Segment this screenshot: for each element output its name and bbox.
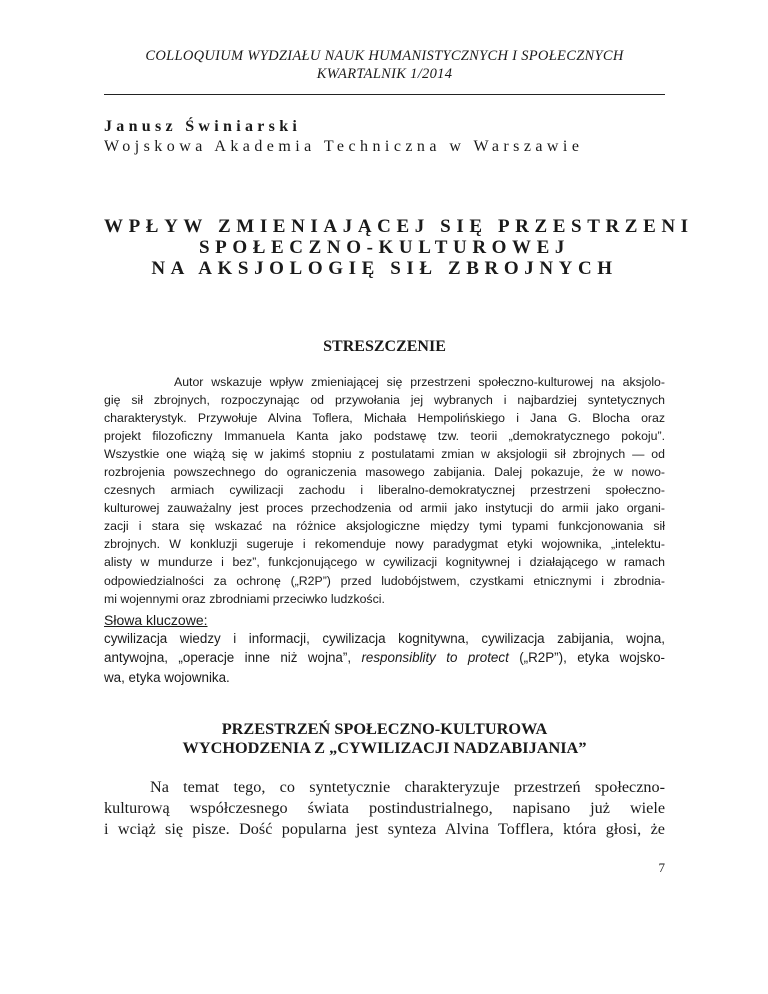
running-head	[104, 47, 665, 83]
journal-title: COLLOQUIUM WYDZIAŁU NAUK HUMANISTYCZNYCH I SPOŁECZNYCH	[145, 48, 624, 64]
paragraph-line: kulturową współczesnego świata postindustrialnego, napisano już wiele	[104, 799, 665, 817]
abstract-line: odpowiedzialności za ochronę („R2P”) przed ludobójstwem, czystkami etnicznymi i zbrodnia-	[104, 573, 665, 588]
paragraph-line: i wciąż się pisze. Dość popularna jest synteza Alvina Tofflera, która głosi, że	[104, 820, 665, 838]
journal-issue: KWARTALNIK 1/2014	[316, 66, 453, 82]
keywords-line: wa, etyka wojownika.	[104, 669, 230, 685]
author-affiliation: Wojskowa Akademia Techniczna w Warszawie	[104, 138, 584, 155]
page-number: 7	[658, 860, 665, 875]
keywords-list	[104, 629, 665, 687]
section-heading	[104, 719, 665, 757]
abstract-line: projekt filozoficzny Immanuela Kanta jako podstawę tzw. teorii „demokratycznego pokoju”.	[104, 429, 665, 444]
abstract-line: alisty w mundurze i bez”, funkcjonującego w cywilizacji kognitywnej i działającego w ramach	[104, 555, 665, 570]
title-line: WPŁYW ZMIENIAJĄCEJ SIĘ PRZESTRZENI	[104, 216, 694, 237]
body-paragraph	[104, 777, 665, 840]
keywords-label: Słowa kluczowe:	[104, 612, 208, 628]
header-rule	[104, 94, 665, 95]
abstract-line: zbrojnych. W konkluzji sugeruje i rekomenduje nowy paradygmat etyki wojownika, „intelektu-	[104, 537, 665, 552]
keywords-italic-term: responsiblity to protect	[361, 650, 509, 666]
keywords-line: cywilizacja wiedzy i informacji, cywilizacja kognitywna, cywilizacja zabijania, wojna,	[104, 631, 665, 646]
abstract-line: kulturowej zauważalny jest proces przechodzenia od armii jako instytucji do armii jako organi-	[104, 501, 665, 516]
title-line: NA AKSJOLOGIĘ SIŁ ZBROJNYCH	[151, 258, 618, 279]
section-heading-line: PRZESTRZEŃ SPOŁECZNO-KULTUROWA	[221, 719, 548, 738]
abstract-line: zacji i stara się wskazać na różnice aksjologiczne między tymi typami funkcjonowania sił	[104, 519, 665, 534]
keywords-text: antywojna, „operacje inne niż wojna”,	[104, 650, 362, 666]
paragraph-line: Na temat tego, co syntetycznie charakteryzuje przestrzeń społeczno-	[150, 778, 665, 796]
title-line: SPOŁECZNO-KULTUROWEJ	[198, 237, 570, 258]
author-name: Janusz Świniarski	[104, 118, 302, 135]
abstract-heading: STRESZCZENIE	[323, 338, 446, 355]
abstract-body	[104, 373, 665, 608]
keywords-text: („R2P”), etyka wojsko-	[508, 650, 665, 666]
abstract-line: czesnych armiach cywilizacji zachodu i liberalno-demokratycznej przestrzeni społeczno-	[104, 483, 665, 498]
article-title	[104, 216, 694, 279]
abstract-line: mi wojennymi oraz zbrodniami przeciwko ludzkości.	[104, 591, 385, 606]
section-heading-line: WYCHODZENIA Z „CYWILIZACJI NADZABIJANIA”	[182, 738, 587, 757]
abstract-line: charakterystyk. Przywołuje Alvina Toflera, Michała Hempolińskiego i Jana G. Blocha oraz	[104, 411, 665, 426]
keywords-line	[104, 648, 665, 667]
abstract-line: Wszystkie one wiążą się w jakimś stopniu z postulatami zmian w aksjologii sił zbrojnych — od	[104, 447, 665, 462]
abstract-line: Autor wskazuje wpływ zmieniającej się przestrzeni społeczno-kulturowej na aksjolo-	[174, 375, 665, 389]
abstract-line: rozbrojenia powszechnego do ograniczenia masowego zabijania. Dalej pokazuje, że w nowo-	[104, 465, 665, 480]
abstract-line: gię sił zbrojnych, rozpoczynając od przywołania jej wybranych i najbardziej syntetycznych	[104, 393, 665, 408]
